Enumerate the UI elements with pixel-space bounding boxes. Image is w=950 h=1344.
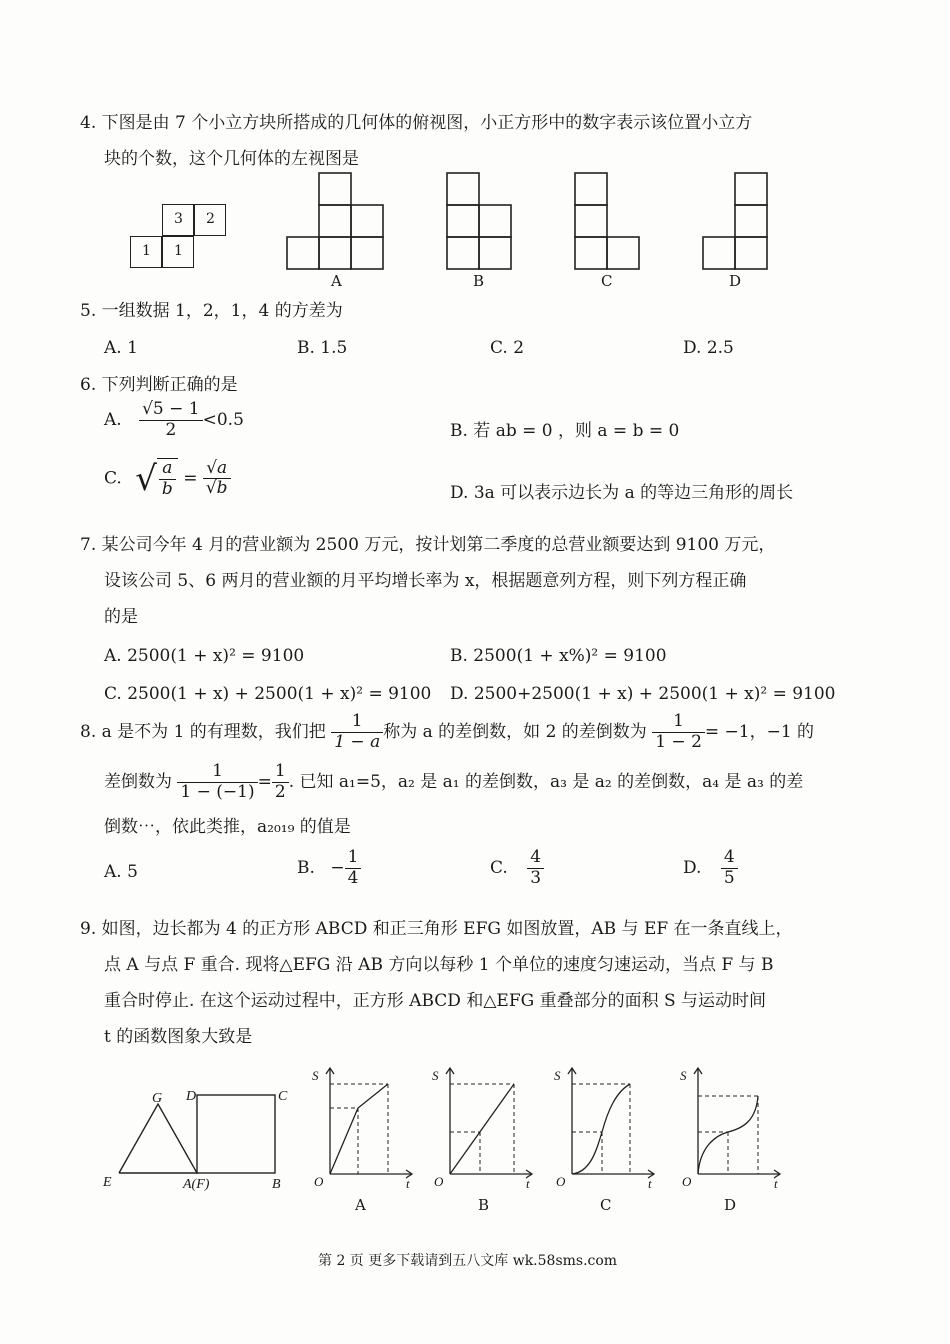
q8-c-label: C. (490, 858, 508, 879)
q6-c-right-fraction (203, 459, 231, 499)
q8-b-num: 1 (345, 848, 362, 869)
q9-label-b: B (478, 1196, 490, 1214)
q8-c-frac (527, 848, 544, 888)
q8-d-label: D. (683, 858, 702, 879)
graph-c-curve (572, 1084, 630, 1174)
q4-top-view (130, 204, 230, 268)
q8-b-sign: − (330, 858, 345, 879)
label-b: B (272, 1177, 281, 1192)
top-view-cell-1a: 1 (142, 243, 151, 259)
q4-line2: 块的个数，这个几何体的左视图是 (104, 149, 359, 169)
q8-option-c (490, 848, 544, 888)
q6-c-left-num: a (159, 459, 176, 480)
q8-b-label: B. (297, 858, 315, 879)
q6-a-fraction (139, 400, 203, 440)
q7-option-a: A. 2500(1 + x)² = 9100 (104, 646, 305, 666)
q6-a-tail: <0.5 (202, 410, 244, 431)
square-abcd (197, 1095, 275, 1173)
q4-line1: 4. 下图是由 7 个小立方块所搭成的几何体的俯视图，小正方形中的数字表示该位置小立方 (80, 113, 753, 133)
q9-line3: 重合时停止. 在这个运动过程中，正方形 ABCD 和△EFG 重叠部分的面积 S 与运动时间 (104, 991, 767, 1011)
q9-label-a: A (355, 1196, 366, 1214)
q7-line3: 的是 (104, 607, 138, 627)
q7-line1: 7. 某公司今年 4 月的营业额为 2500 万元，按计划第二季度的总营业额要达到 9100 万元， (80, 535, 776, 555)
q4-label-a: A (331, 272, 342, 290)
q8-d-frac (721, 848, 738, 888)
q6-option-b: B. 若 ab = 0 ，则 a = b = 0 (450, 421, 680, 441)
q8-l2-f2-num: 1 (272, 762, 289, 783)
q8-l1-c: = −1，−1 的 (704, 722, 815, 743)
q8-line3: 倒数⋯，依此类推，a₂₀₁₉ 的值是 (104, 817, 351, 837)
q6-c-equals: = (183, 468, 198, 489)
q8-b-frac (345, 848, 362, 888)
graph-b-s: S (432, 1068, 439, 1083)
label-d: D (186, 1089, 197, 1104)
q8-option-b (297, 848, 361, 888)
q8-l1-b: 称为 a 的差倒数，如 2 的差倒数为 (383, 722, 647, 743)
q8-l2-f1-num: 1 (177, 762, 257, 783)
graph-a-o: O (314, 1174, 324, 1189)
q4-option-a-figure (286, 172, 386, 270)
q4-option-b-figure (446, 172, 514, 270)
q8-c-den: 3 (530, 867, 542, 888)
graph-c-o: O (556, 1174, 566, 1189)
q4-label-d: D (729, 272, 742, 290)
q6-stem: 6. 下列判断正确的是 (80, 375, 238, 395)
q9-label-d: D (724, 1196, 737, 1214)
q6-c-left-fraction (157, 458, 178, 499)
q9-label-c: C (600, 1196, 612, 1214)
q6-option-a (104, 400, 244, 440)
q7-option-c: C. 2500(1 + x) + 2500(1 + x)² = 9100 (104, 684, 432, 704)
q9-graph-b (430, 1062, 540, 1190)
q8-l1-f1-den: 1 − a (334, 731, 381, 752)
graph-b-t: t (526, 1176, 530, 1190)
graph-c-s: S (554, 1068, 561, 1083)
q8-c-num: 4 (527, 848, 544, 869)
graph-a-s: S (312, 1068, 319, 1083)
q9-graph-c (552, 1062, 662, 1190)
q8-l2-eq: = (257, 772, 272, 793)
page-footer: 第 2 页 更多下载请到五八文库 wk.58sms.com (318, 1253, 618, 1269)
q6-c-right-num: √a (203, 459, 231, 480)
q4-option-c-figure (574, 172, 642, 270)
q8-l1-frac2 (652, 712, 705, 752)
q4-label-c: C (601, 272, 613, 290)
top-view-cell-1b: 1 (174, 243, 183, 259)
q6-c-label: C. (104, 468, 122, 489)
q8-b-den: 4 (347, 867, 359, 888)
label-af: A(F) (183, 1177, 210, 1192)
q8-line1 (80, 712, 814, 752)
label-c: C (278, 1089, 288, 1104)
q9-line4: t 的函数图象大致是 (104, 1027, 253, 1047)
q6-c-radical-icon: √ (135, 458, 157, 499)
q6-a-num: √5 − 1 (139, 400, 203, 421)
q8-l2-frac1 (177, 762, 257, 802)
triangle-efg (119, 1104, 197, 1173)
q9-graph-a (310, 1062, 420, 1190)
q7-line2: 设该公司 5、6 两月的营业额的月平均增长率为 x，根据题意列方程，则下列方程正确 (104, 571, 747, 591)
top-view-cell-3: 3 (174, 211, 183, 227)
q8-l2-frac2 (272, 762, 289, 802)
q8-l2-a: 差倒数为 (104, 772, 172, 793)
q9-graph-d (678, 1062, 788, 1190)
q8-line2 (104, 762, 803, 802)
label-e: E (103, 1175, 112, 1190)
q7-option-d: D. 2500+2500(1 + x) + 2500(1 + x)² = 9100 (450, 684, 836, 704)
q8-l1-f2-den: 1 − 2 (655, 731, 702, 752)
q8-l2-b: . 已知 a₁=5，a₂ 是 a₁ 的差倒数，a₃ 是 a₂ 的差倒数，a₄ 是 a₃ 的差 (288, 772, 804, 793)
graph-d-t: t (774, 1176, 778, 1190)
q5-stem: 5. 一组数据 1，2，1，4 的方差为 (80, 301, 343, 321)
q4-option-d-figure (702, 172, 770, 270)
q6-option-d: D. 3a 可以表示边长为 a 的等边三角形的周长 (450, 483, 794, 503)
q6-a-den: 2 (165, 419, 177, 440)
q9-line1: 9. 如图，边长都为 4 的正方形 ABCD 和正三角形 EFG 如图放置，AB 与 EF 在一条直线上， (80, 919, 793, 939)
top-view-cell-2: 2 (206, 211, 215, 227)
q9-line2: 点 A 与点 F 重合. 现将△EFG 沿 AB 方向以每秒 1 个单位的速度匀速运动，当点 F 与 B (104, 955, 774, 975)
q6-c-right-den: √b (205, 478, 228, 499)
graph-a-t: t (406, 1176, 410, 1190)
q6-c-left-den: b (161, 478, 173, 499)
q8-d-num: 4 (721, 848, 738, 869)
q5-option-c: C. 2 (490, 338, 525, 358)
q8-option-a: A. 5 (104, 862, 138, 882)
q8-l1-f2-num: 1 (652, 712, 705, 733)
graph-a-curve (330, 1084, 388, 1174)
q8-l2-f2-den: 2 (274, 781, 286, 802)
q8-l2-f1-den: 1 − (−1) (180, 781, 255, 802)
q8-l1-f1-num: 1 (331, 712, 383, 733)
q8-option-d (683, 848, 738, 888)
graph-d-s: S (680, 1068, 687, 1083)
q5-option-d: D. 2.5 (683, 338, 734, 358)
q5-option-a: A. 1 (104, 338, 138, 358)
q6-a-label: A. (104, 410, 122, 431)
q7-option-b: B. 2500(1 + x%)² = 9100 (450, 646, 667, 666)
q8-l1-a: 8. a 是不为 1 的有理数，我们把 (80, 722, 326, 743)
graph-b-line (450, 1084, 514, 1174)
graph-c-t: t (648, 1176, 652, 1190)
q6-option-c (104, 458, 231, 499)
graph-b-o: O (434, 1174, 444, 1189)
q8-d-den: 5 (723, 867, 735, 888)
q8-l1-frac1 (331, 712, 383, 752)
q9-geometry-figure (100, 1082, 300, 1192)
q4-label-b: B (473, 272, 485, 290)
q5-option-b: B. 1.5 (297, 338, 348, 358)
graph-d-o: O (682, 1174, 692, 1189)
label-g: G (152, 1091, 163, 1106)
